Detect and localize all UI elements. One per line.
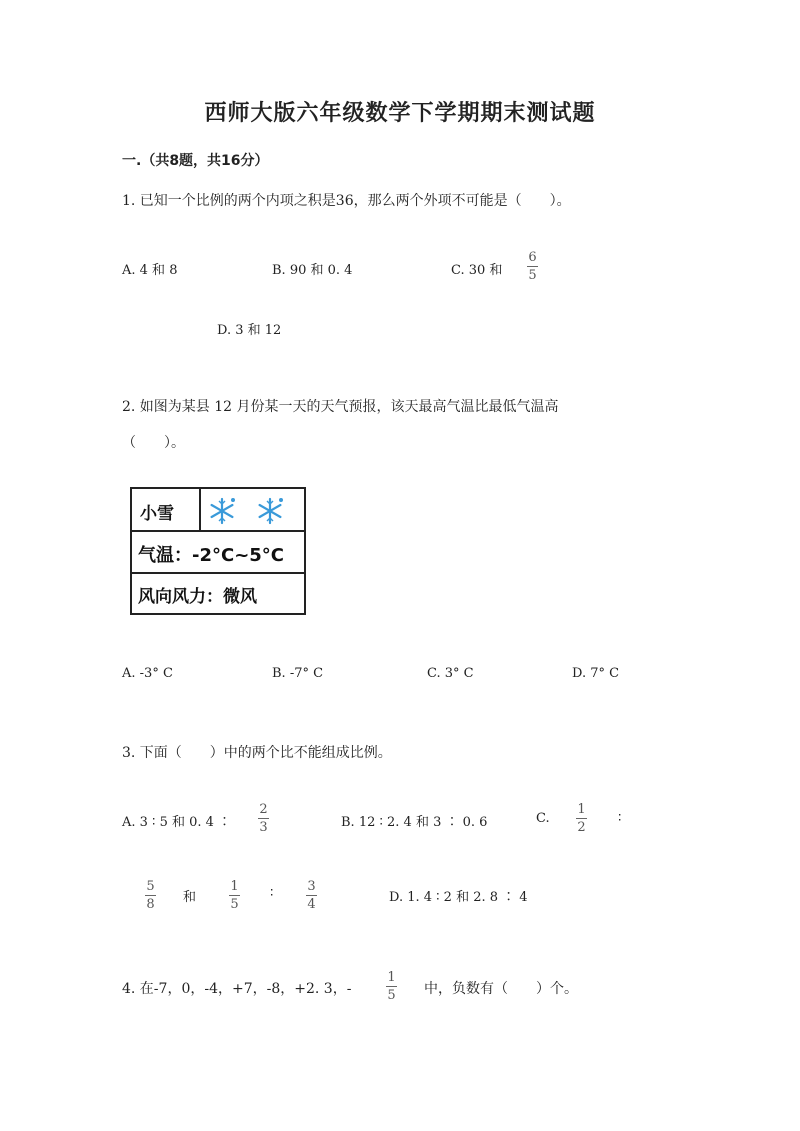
question-1-option-d: D. 3 和 12: [217, 323, 282, 338]
weather-row-wind: [132, 574, 304, 613]
ratio-colon: ∶: [618, 811, 622, 826]
question-3-option-c-fraction-2: [145, 879, 156, 912]
section-heading: 一.（共8题，共16分）: [122, 153, 269, 169]
fraction-numerator: 1: [577, 802, 586, 817]
fraction-bar: [306, 895, 317, 896]
question-1-option-a: A. 4 和 8: [122, 263, 178, 278]
fraction-bar: [527, 266, 538, 267]
weather-row-temperature: [132, 532, 304, 574]
question-3-option-d: D. 1. 4 ∶ 2 和 2. 8 ∶ 4: [389, 890, 528, 905]
fraction-numerator: 1: [230, 879, 239, 894]
snowflake-icon: [254, 495, 286, 527]
question-3-option-c-fraction-4: [306, 879, 317, 912]
fraction-bar: [258, 818, 269, 819]
question-3-option-c-fraction-3: [229, 879, 240, 912]
fraction-denominator: 5: [528, 268, 537, 283]
fraction-denominator: 5: [387, 988, 396, 1003]
question-1-option-c-fraction: [527, 250, 538, 283]
question-3-option-b: B. 12 ∶ 2. 4 和 3 ∶ 0. 6: [341, 815, 488, 830]
fraction-bar: [576, 818, 587, 819]
weather-row-condition: [132, 489, 304, 532]
fraction-numerator: 3: [307, 879, 316, 894]
question-3-text: 3. 下面（ ）中的两个比不能组成比例。: [122, 745, 392, 761]
question-4-text-end: 中，负数有（ ）个。: [424, 981, 578, 997]
fraction-bar: [229, 895, 240, 896]
question-3-option-a: A. 3 ∶ 5 和 0. 4 ∶: [122, 815, 232, 830]
question-4-text-start: 4. 在-7，0，-4，+7，-8，+2. 3，-: [122, 981, 352, 997]
fraction-denominator: 5: [230, 897, 239, 912]
fraction-bar: [145, 895, 156, 896]
question-2-text-line-2: （ ）。: [122, 435, 185, 451]
question-3-option-a-fraction: [258, 802, 269, 835]
fraction-numerator: 2: [259, 802, 268, 817]
snowflake-icon: [206, 495, 238, 527]
question-3-option-c-fraction-1: [576, 802, 587, 835]
fraction-numerator: 5: [146, 879, 155, 894]
fraction-denominator: 2: [577, 820, 586, 835]
question-2-option-c: C. 3° C: [427, 666, 474, 681]
weather-condition-label: 小雪: [140, 504, 174, 524]
fraction-bar: [386, 986, 397, 987]
ratio-colon: ∶: [270, 886, 274, 901]
question-2-text-line-1: 2. 如图为某县 12 月份某一天的天气预报，该天最高气温比最低气温高: [122, 399, 559, 415]
weather-wind-label: 风向风力：微风: [138, 587, 257, 607]
question-1-option-c: C. 30 和: [451, 263, 503, 278]
question-2-option-d: D. 7° C: [572, 666, 620, 681]
question-2-option-a: A. -3° C: [122, 666, 173, 681]
question-4-fraction: [386, 970, 397, 1003]
weather-forecast-figure: [130, 487, 306, 615]
fraction-denominator: 8: [146, 897, 155, 912]
fraction-numerator: 6: [528, 250, 537, 265]
weather-divider: [199, 489, 201, 532]
question-2-option-b: B. -7° C: [272, 666, 324, 681]
fraction-denominator: 4: [307, 897, 316, 912]
weather-temperature-label: 气温：-2°C~5°C: [138, 545, 285, 566]
and-word: 和: [183, 890, 197, 905]
fraction-denominator: 3: [259, 820, 268, 835]
question-3-option-c: C.: [536, 811, 550, 826]
question-1-option-b: B. 90 和 0. 4: [272, 263, 353, 278]
fraction-numerator: 1: [387, 970, 396, 985]
question-1-text: 1. 已知一个比例的两个内项之积是36，那么两个外项不可能是（ ）。: [122, 193, 571, 209]
page-title: 西师大版六年级数学下学期期末测试题: [204, 100, 596, 126]
